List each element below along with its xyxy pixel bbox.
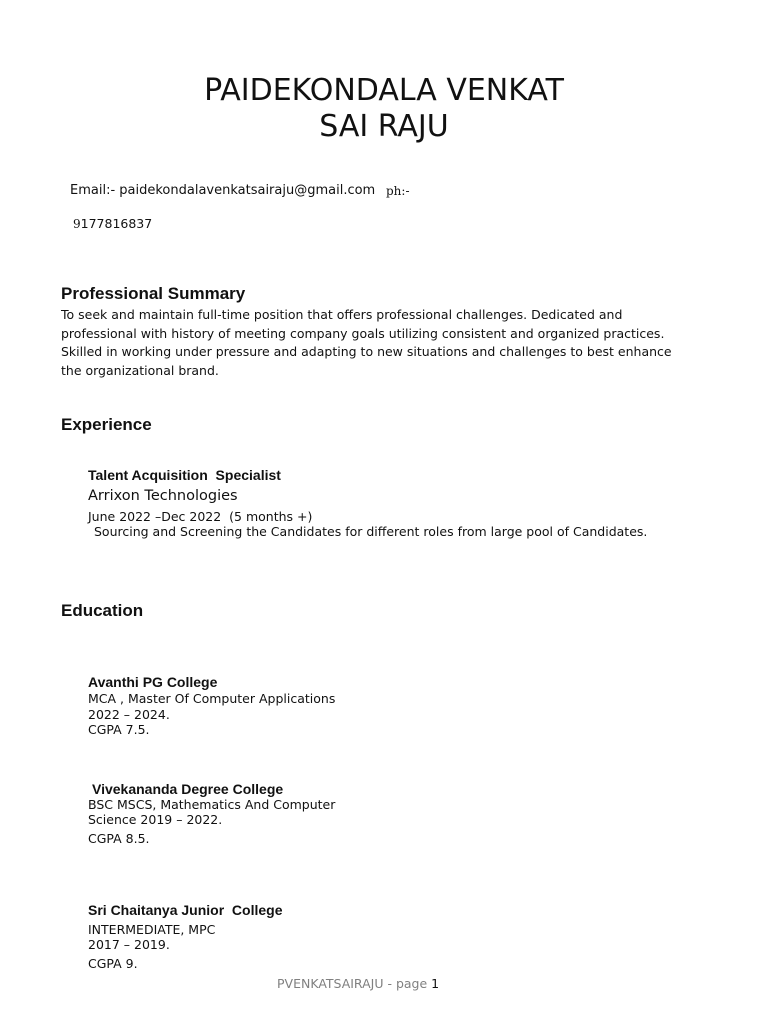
experience-dates: June 2022 –Dec 2022 (5 months +) bbox=[88, 509, 313, 524]
experience-role: Talent Acquisition Specialist bbox=[88, 467, 281, 483]
phone-first-digit: 9 bbox=[73, 217, 81, 231]
experience-company: Arrixon Technologies bbox=[88, 488, 238, 504]
phone-label: ph:- bbox=[386, 184, 410, 198]
education-institution: Avanthi PG College bbox=[88, 674, 218, 690]
page-number: 1 bbox=[431, 976, 440, 991]
footer-text: PVENKATSAIRAJU - page bbox=[277, 976, 432, 991]
phone-number bbox=[73, 216, 152, 231]
education-line: CGPA 9. bbox=[88, 956, 138, 971]
education-line: 2022 – 2024. bbox=[88, 707, 170, 722]
experience-description: Sourcing and Screening the Candidates for different roles from large pool of Candidates. bbox=[94, 524, 648, 539]
education-institution: Sri Chaitanya Junior College bbox=[88, 902, 283, 918]
summary-heading: Professional Summary bbox=[61, 284, 246, 303]
summary-line: the organizational brand. bbox=[61, 362, 219, 378]
email-text: Email:- paidekondalavenkatsairaju@gmail.com bbox=[70, 183, 376, 198]
education-line: CGPA 7.5. bbox=[88, 722, 150, 737]
education-line: CGPA 8.5. bbox=[88, 831, 150, 846]
page-footer bbox=[277, 976, 439, 991]
education-line: MCA , Master Of Computer Applications bbox=[88, 691, 336, 706]
education-line: INTERMEDIATE, MPC bbox=[88, 922, 216, 937]
summary-paragraph bbox=[61, 306, 701, 380]
education-heading: Education bbox=[61, 601, 144, 620]
name-line-2: SAI RAJU bbox=[319, 109, 449, 144]
summary-line: Skilled in working under pressure and adapting to new situations and challenges to best enhance bbox=[61, 344, 672, 359]
education-line: BSC MSCS, Mathematics And Computer bbox=[88, 797, 336, 812]
education-line: 2017 – 2019. bbox=[88, 937, 170, 952]
education-line: Science 2019 – 2022. bbox=[88, 812, 223, 827]
summary-line: To seek and maintain full-time position that offers professional challenges. Dedicated and bbox=[61, 307, 623, 322]
name-line-1: PAIDEKONDALA VENKAT bbox=[204, 73, 564, 108]
summary-line: professional with history of meeting company goals utilizing consistent and organized practices. bbox=[61, 325, 665, 341]
education-institution: Vivekananda Degree College bbox=[92, 781, 284, 797]
phone-rest: 177816837 bbox=[80, 216, 153, 231]
experience-heading: Experience bbox=[61, 415, 152, 434]
